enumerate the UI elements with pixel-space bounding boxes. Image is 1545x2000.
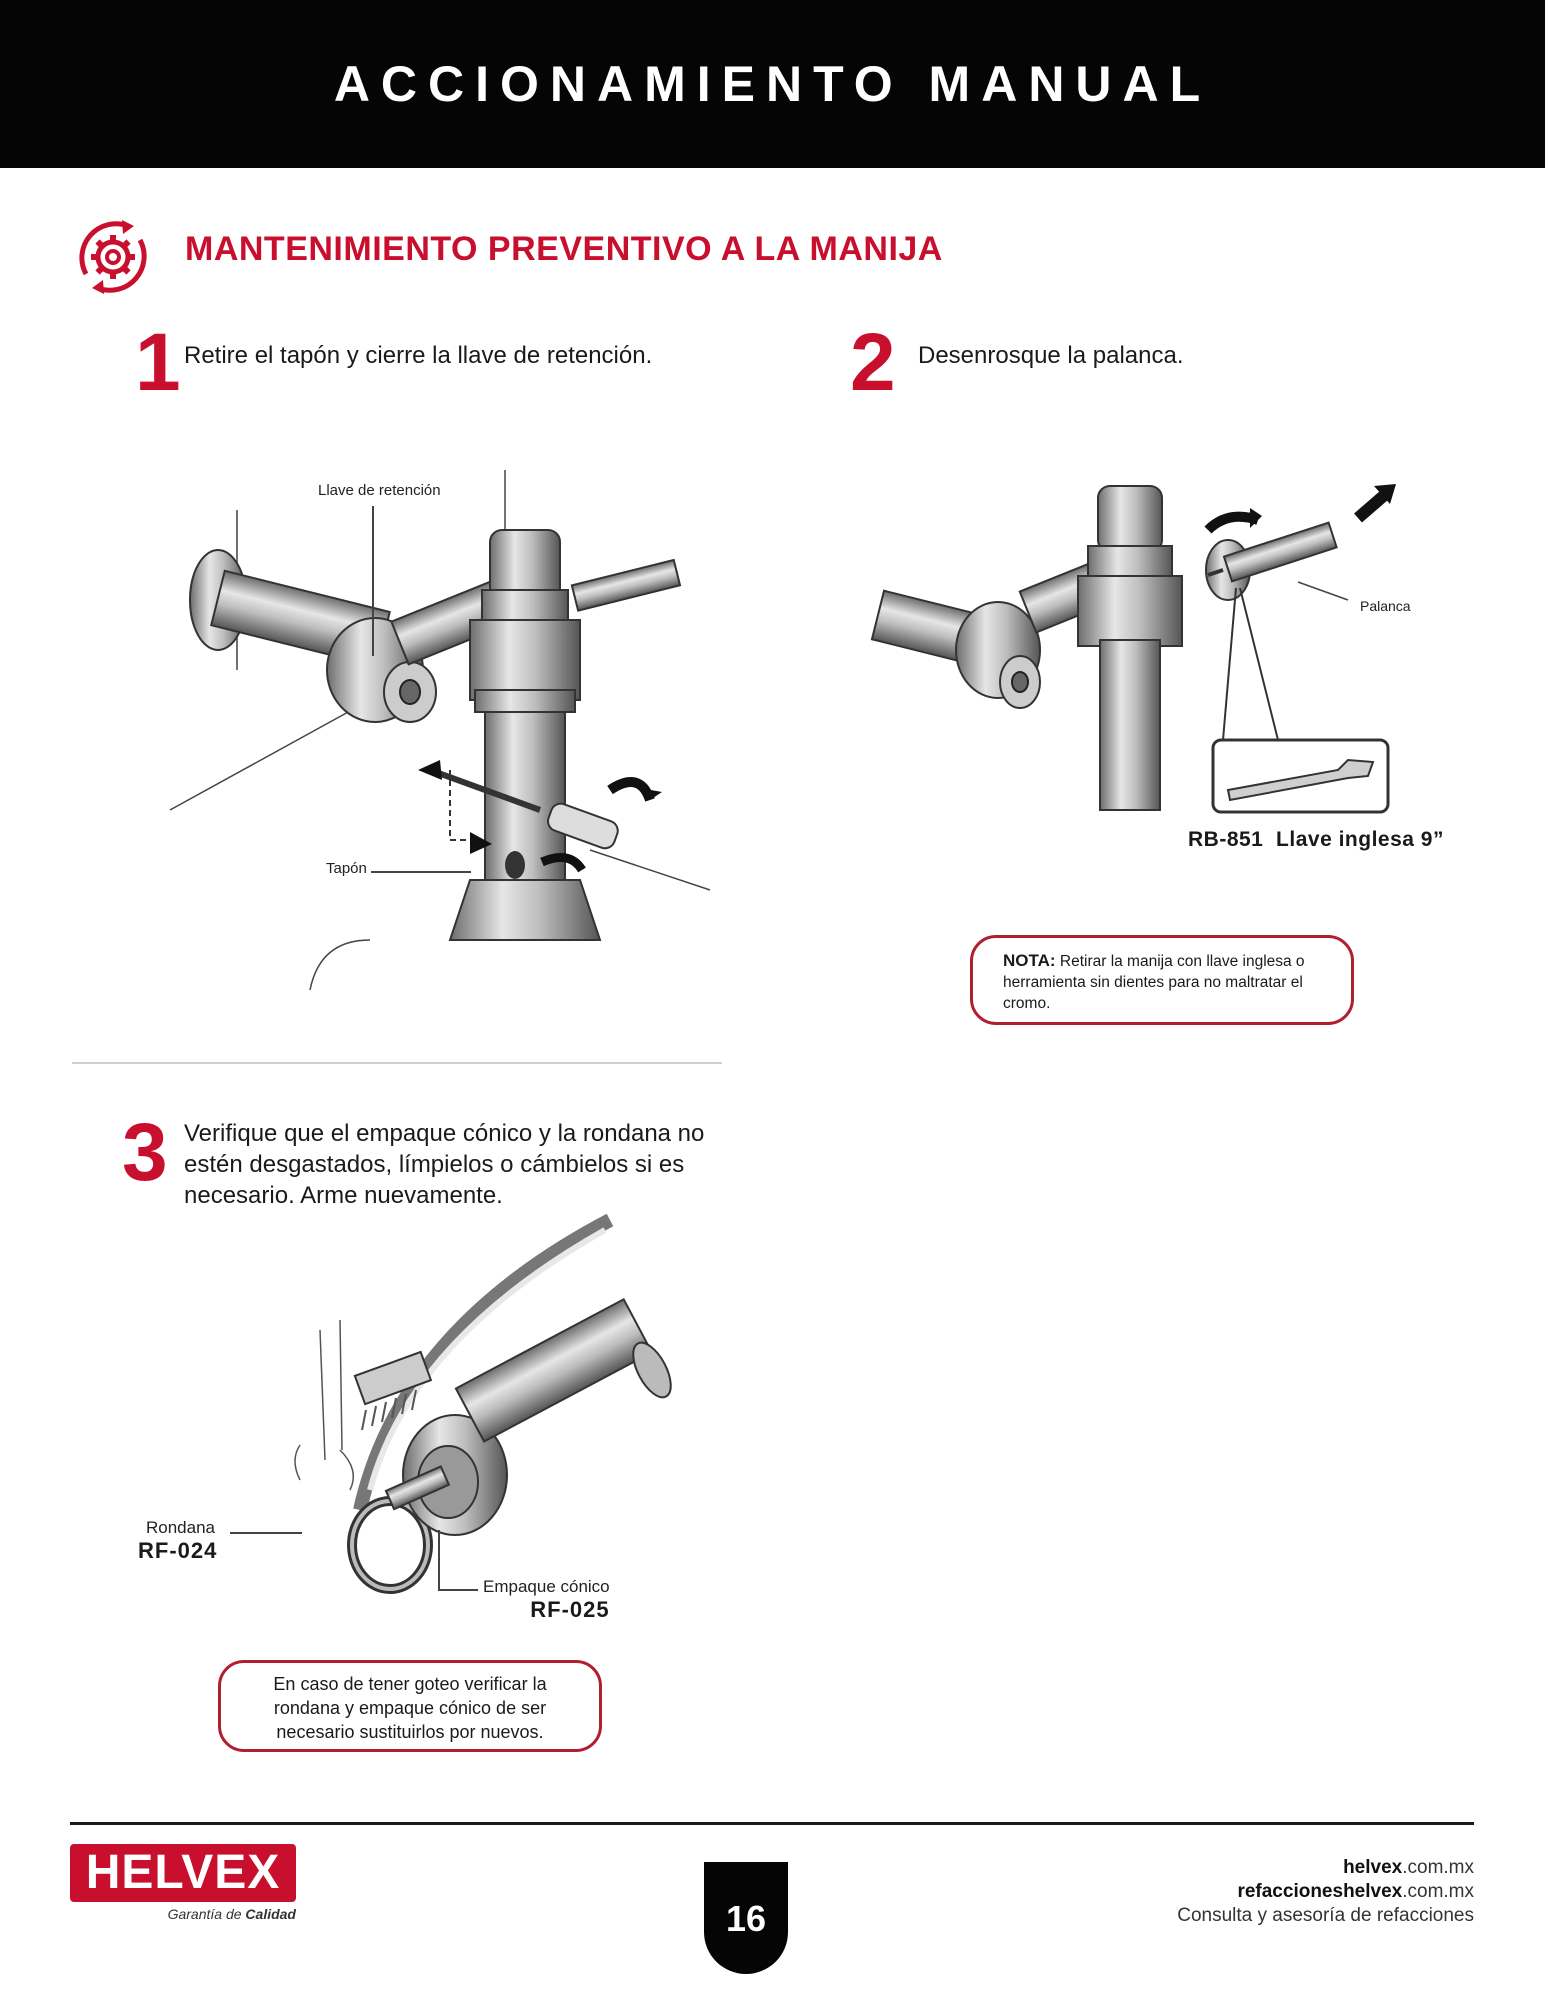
label-llave-retencion: Llave de retención <box>318 482 441 499</box>
footer-contact-text: Consulta y asesoría de refacciones <box>1177 1905 1474 1926</box>
step-3-number: 3 <box>122 1107 168 1198</box>
site-2-rest: .com.mx <box>1402 1881 1474 1902</box>
page-number: 16 <box>725 1898 767 1939</box>
label-tapon: Tapón <box>326 860 367 877</box>
page-number-tab <box>704 1862 788 1974</box>
footer-rule <box>70 1822 1474 1825</box>
tool-name: Llave inglesa 9” <box>1276 828 1444 851</box>
washer-label <box>138 1518 217 1564</box>
footer-site-2[interactable] <box>1040 1880 1474 1904</box>
step-3-text: Verifique que el empaque cónico y la rondana no estén desgastados, límpielos o cámbielos si es necesario. Arme nuevamente. <box>184 1120 705 1209</box>
seal-name: Empaque cónico <box>483 1577 610 1596</box>
logo-tagline-bold: Calidad <box>245 1906 296 1922</box>
footer-site-1[interactable] <box>1040 1856 1474 1880</box>
section-divider <box>72 1062 722 1064</box>
page-title: ACCIONAMIENTO MANUAL <box>333 56 1212 112</box>
seal-leader-h <box>438 1589 478 1591</box>
label-palanca: Palanca <box>1360 598 1411 614</box>
logo-tagline-prefix: Garantía de <box>167 1906 242 1922</box>
warning-text: En caso de tener goteo verificar la rondana y empaque cónico de ser necesario sustituirlos por nuevos. <box>273 1674 547 1742</box>
seal-leader <box>438 1530 440 1590</box>
gear-refresh-icon <box>68 212 158 302</box>
tool-code: RB-851 <box>1188 828 1264 851</box>
site-1-rest: .com.mx <box>1402 1857 1474 1878</box>
figure-1-illustration <box>170 470 730 1000</box>
helvex-logo <box>70 1844 296 1922</box>
leader-line-valve <box>372 506 374 656</box>
washer-leader <box>230 1532 302 1534</box>
warning-callout <box>218 1660 602 1752</box>
step-2-number: 2 <box>850 317 896 408</box>
logo-wordmark: HELVEX <box>85 1846 281 1899</box>
seal-code: RF-025 <box>530 1597 610 1622</box>
footer-contact <box>1040 1856 1474 1928</box>
washer-code: RF-024 <box>138 1538 218 1563</box>
figure-3-illustration <box>280 1210 680 1610</box>
tool-label <box>1188 828 1444 852</box>
note-text: Retirar la manija con llave inglesa o herramienta sin dientes para no maltratar el cromo. <box>1003 953 1305 1012</box>
site-2-bold: refaccioneshelvex <box>1237 1881 1403 1902</box>
figure-2-illustration <box>878 470 1408 830</box>
note-label: NOTA: <box>1003 951 1056 970</box>
leader-line-cap <box>371 871 471 873</box>
step-2-text: Desenrosque la palanca. <box>918 342 1184 369</box>
seal-label <box>483 1577 610 1623</box>
washer-name: Rondana <box>146 1518 216 1537</box>
site-1-bold: helvex <box>1343 1857 1403 1878</box>
step-1-number: 1 <box>135 317 181 408</box>
note-callout <box>970 935 1354 1025</box>
step-1-text: Retire el tapón y cierre la llave de retención. <box>184 342 653 369</box>
section-title: MANTENIMIENTO PREVENTIVO A LA MANIJA <box>185 230 943 268</box>
